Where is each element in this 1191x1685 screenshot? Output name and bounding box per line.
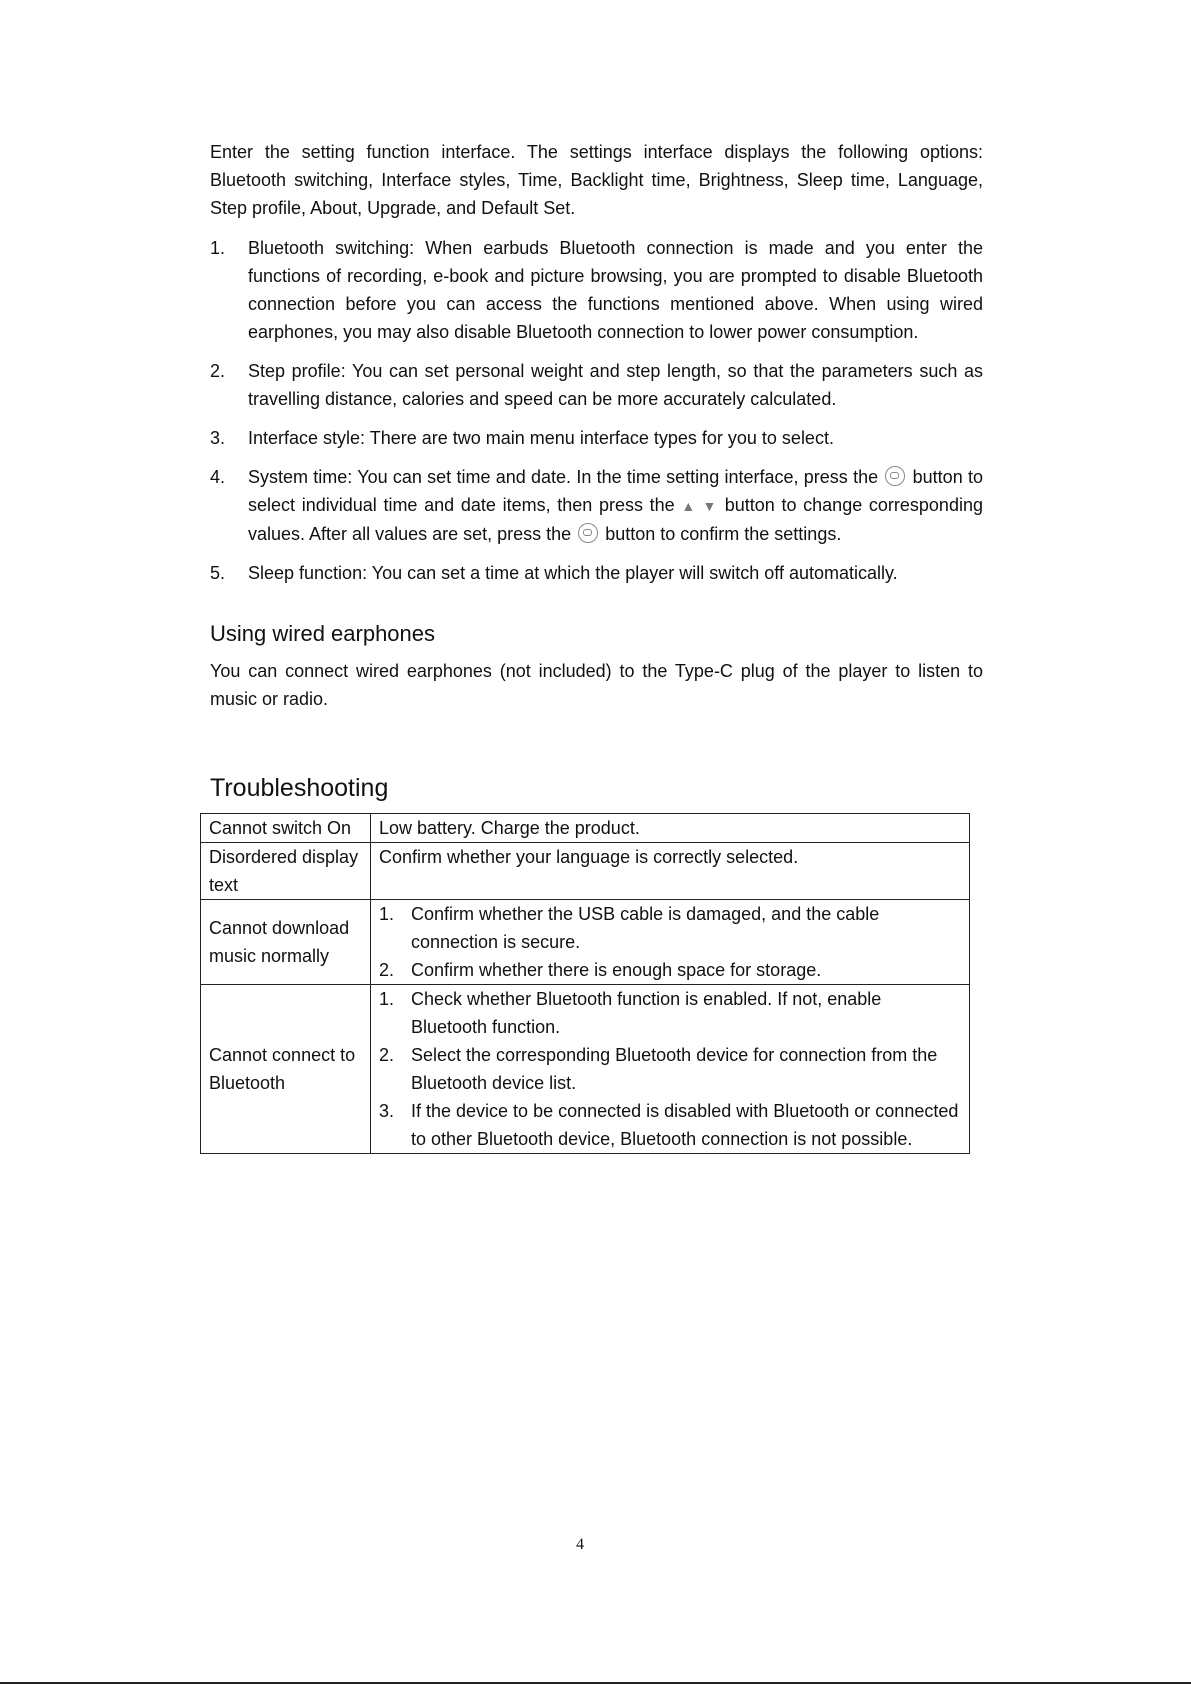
list-item-text: If the device to be connected is disabled with Bluetooth or connected to other Bluetooth device, Bluetooth connection is not possible. bbox=[411, 1101, 959, 1149]
list-item-text-part3: button to change corresponding values. After all values are set, press the bbox=[248, 495, 983, 544]
list-item-text: Step profile: You can set personal weight and step length, so that the parameters such as travelling distance, calories and speed can be more accurately calculated. bbox=[248, 361, 983, 409]
list-number: 3. bbox=[210, 428, 226, 448]
solution-list bbox=[379, 900, 961, 984]
earphones-text: You can connect wired earphones (not included) to the Type-C plug of the player to listen to music or radio. bbox=[210, 661, 983, 709]
page-content bbox=[210, 138, 983, 1154]
list-item bbox=[379, 985, 961, 1041]
solution-cell: Confirm whether your language is correctly selected. bbox=[371, 843, 970, 900]
list-item-text: Confirm whether there is enough space for storage. bbox=[411, 960, 822, 980]
problem-cell: Disordered display text bbox=[201, 843, 371, 900]
table-row bbox=[201, 843, 970, 900]
list-item bbox=[379, 956, 961, 984]
problem-cell: Cannot download music normally bbox=[201, 900, 371, 985]
troubleshooting-table bbox=[200, 813, 970, 1154]
list-number: 2. bbox=[210, 361, 226, 381]
problem-cell: Cannot connect to Bluetooth bbox=[201, 985, 371, 1154]
list-item-text-part4: button to confirm the settings. bbox=[605, 524, 842, 544]
list-item-text: Sleep function: You can set a time at which the player will switch off automatically. bbox=[248, 563, 898, 583]
list-item-text: Select the corresponding Bluetooth device for connection from the Bluetooth device list. bbox=[411, 1045, 938, 1093]
list-number: 1. bbox=[379, 989, 395, 1009]
list-item-text: Confirm whether the USB cable is damaged, and the cable connection is secure. bbox=[411, 904, 880, 952]
list-item-text-part2: button to select individual time and date items, then press the bbox=[248, 467, 983, 515]
settings-item-bluetooth bbox=[210, 234, 983, 346]
table-row bbox=[201, 814, 970, 843]
settings-item-step-profile bbox=[210, 357, 983, 413]
list-number: 4. bbox=[210, 467, 226, 487]
earphones-heading: Using wired earphones bbox=[210, 621, 436, 646]
list-item bbox=[379, 1097, 961, 1153]
list-number: 2. bbox=[379, 1045, 395, 1065]
problem-cell: Cannot switch On bbox=[201, 814, 371, 843]
list-item-text: Interface style: There are two main menu interface types for you to select. bbox=[248, 428, 834, 448]
up-down-arrow-icon: ▲ ▼ bbox=[681, 498, 719, 514]
page-number: 4 bbox=[576, 1536, 584, 1553]
list-number: 1. bbox=[379, 904, 395, 924]
list-number: 2. bbox=[379, 960, 395, 980]
list-item bbox=[379, 900, 961, 956]
list-item bbox=[379, 1041, 961, 1097]
settings-list bbox=[210, 234, 983, 587]
ok-button-icon bbox=[885, 466, 905, 486]
settings-item-sleep bbox=[210, 559, 983, 587]
settings-intro: Enter the setting function interface. The settings interface displays the following options: Bluetooth switching, Interface styles, Time, Backlight time, Brightness, Sleep time, Language, Step profile, About, Upgrade, and Default Set. bbox=[210, 142, 983, 218]
list-number: 1. bbox=[210, 238, 226, 258]
table-row bbox=[201, 985, 970, 1154]
list-number: 3. bbox=[379, 1101, 395, 1121]
solution-cell bbox=[371, 900, 970, 985]
list-item-text-part1: System time: You can set time and date. In the time setting interface, press the bbox=[248, 467, 879, 487]
troubleshooting-heading: Troubleshooting bbox=[210, 774, 389, 802]
list-item-text: Check whether Bluetooth function is enabled. If not, enable Bluetooth function. bbox=[411, 989, 882, 1037]
bottom-rule bbox=[0, 1682, 1191, 1684]
list-number: 5. bbox=[210, 563, 226, 583]
settings-item-interface-style bbox=[210, 424, 983, 452]
solution-cell: Low battery. Charge the product. bbox=[371, 814, 970, 843]
table-row bbox=[201, 900, 970, 985]
list-item-text: Bluetooth switching: When earbuds Bluetooth connection is made and you enter the functions of recording, e-book and picture browsing, you are prompted to disable Bluetooth connection before you can access the functions mentioned above. When using wired earphones, you may also disable Bluetooth connection to lower power consumption. bbox=[248, 238, 983, 342]
solution-cell bbox=[371, 985, 970, 1154]
solution-list bbox=[379, 985, 961, 1153]
ok-button-icon bbox=[578, 523, 598, 543]
settings-item-system-time bbox=[210, 463, 983, 548]
